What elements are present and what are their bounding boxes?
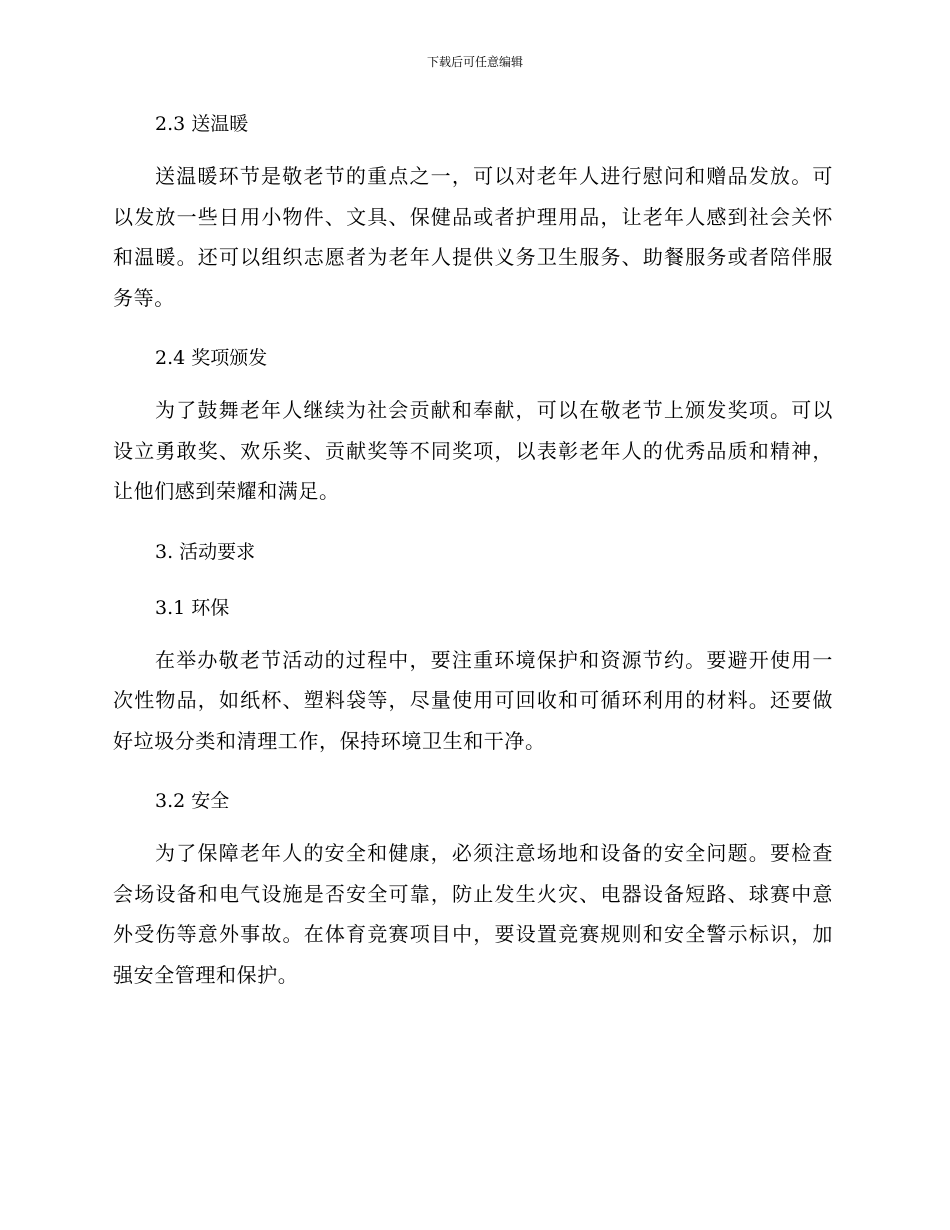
section-3-2-body: 为了保障老年人的安全和健康，必须注意场地和设备的安全问题。要检查会场设备和电气设施是否安全可靠，防止发生火灾、电器设备短路、球赛中意外受伤等意外事故。在体育竞赛项目中，要设置竞赛规则和安全警示标识，加强安全管理和保护。 xyxy=(113,841,833,987)
section-3-1-body: 在举办敬老节活动的过程中，要注重环境保护和资源节约。要避开使用一次性物品，如纸杯、塑料袋等，尽量使用可回收和可循环利用的材料。还要做好垃圾分类和清理工作，保持环境卫生和干净。 xyxy=(113,647,833,753)
section-3-2-title: 3.2 安全 xyxy=(155,790,230,812)
section-2-4-title: 2.4 奖项颁发 xyxy=(155,347,268,369)
document-content xyxy=(113,110,833,995)
section-3-title: 3. 活动要求 xyxy=(155,540,256,563)
header-note: 下载后可任意编辑 xyxy=(426,55,523,69)
section-3-1-title: 3.1 环保 xyxy=(155,596,230,619)
section-2-3-body: 送温暖环节是敬老节的重点之一，可以对老年人进行慰问和赠品发放。可以发放一些日用小物件、文具、保健品或者护理用品，让老年人感到社会关怀和温暖。还可以组织志愿者为老年人提供义务卫生服务、助餐服务或者陪伴服务等。 xyxy=(113,164,833,310)
section-2-4-body: 为了鼓舞老年人继续为社会贡献和奉献，可以在敬老节上颁发奖项。可以设立勇敢奖、欢乐奖、贡献奖等不同奖项，以表彰老年人的优秀品质和精神，让他们感到荣耀和满足。 xyxy=(113,398,833,503)
section-2-3-title: 2.3 送温暖 xyxy=(155,113,249,135)
